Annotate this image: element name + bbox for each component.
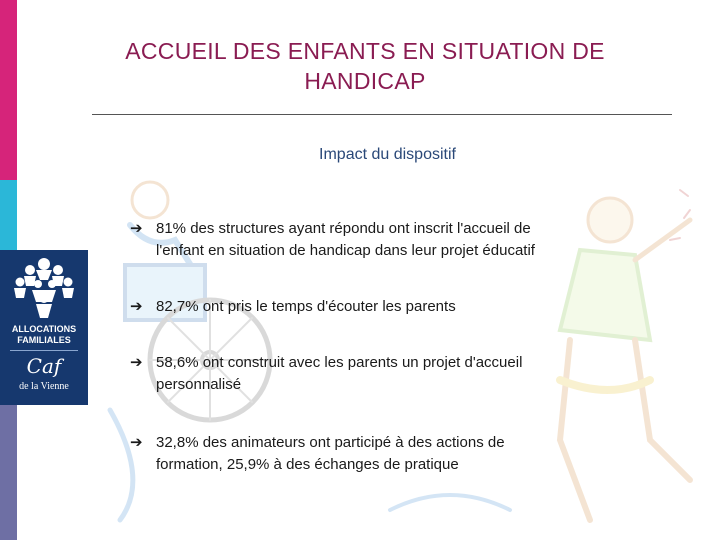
band-slate	[0, 405, 17, 540]
bullet-text-line-2: l'enfant en situation de handicap dans leur projet éducatif	[156, 242, 535, 259]
band-cyan	[0, 180, 17, 250]
logo-region: de la Vienne	[19, 381, 69, 392]
title-line-1: ACCUEIL DES ENFANTS EN SITUATION DE	[125, 38, 605, 64]
logo-brand: Caf	[26, 354, 62, 378]
bullet-text-line-2: personnalisé	[156, 376, 242, 393]
bullet-text-line-2: formation, 25,9% à des échanges de pratique	[156, 456, 459, 473]
arrow-right-icon: ➔	[130, 434, 143, 451]
arrow-right-icon: ➔	[130, 298, 143, 315]
bullet-item	[130, 218, 626, 262]
title-line-2: HANDICAP	[304, 68, 426, 94]
page-title	[30, 36, 700, 96]
family-figures-icon	[8, 256, 80, 320]
arrow-right-icon: ➔	[130, 220, 143, 237]
bullet-item	[130, 352, 626, 396]
title-divider	[92, 114, 672, 115]
caf-logo	[0, 250, 88, 405]
logo-text-allocations	[0, 324, 88, 346]
bullet-item	[130, 296, 626, 318]
band-magenta	[0, 0, 17, 180]
logo-line-1: ALLOCATIONS	[11, 324, 77, 334]
arrow-right-icon: ➔	[130, 354, 143, 371]
section-subtitle: Impact du dispositif	[319, 146, 456, 163]
bullet-text-line-1: 81% des structures ayant répondu ont inscrit l'accueil de	[156, 220, 531, 237]
bullet-text-line-1: 82,7% ont pris le temps d'écouter les parents	[156, 298, 456, 315]
logo-line-2: FAMILIALES	[17, 335, 71, 345]
bullet-text-line-1: 58,6% ont construit avec les parents un projet d'accueil	[156, 354, 523, 371]
logo-divider	[10, 350, 78, 351]
bullet-item	[130, 432, 626, 476]
bullet-text-line-1: 32,8% des animateurs ont participé à des actions de	[156, 434, 505, 451]
